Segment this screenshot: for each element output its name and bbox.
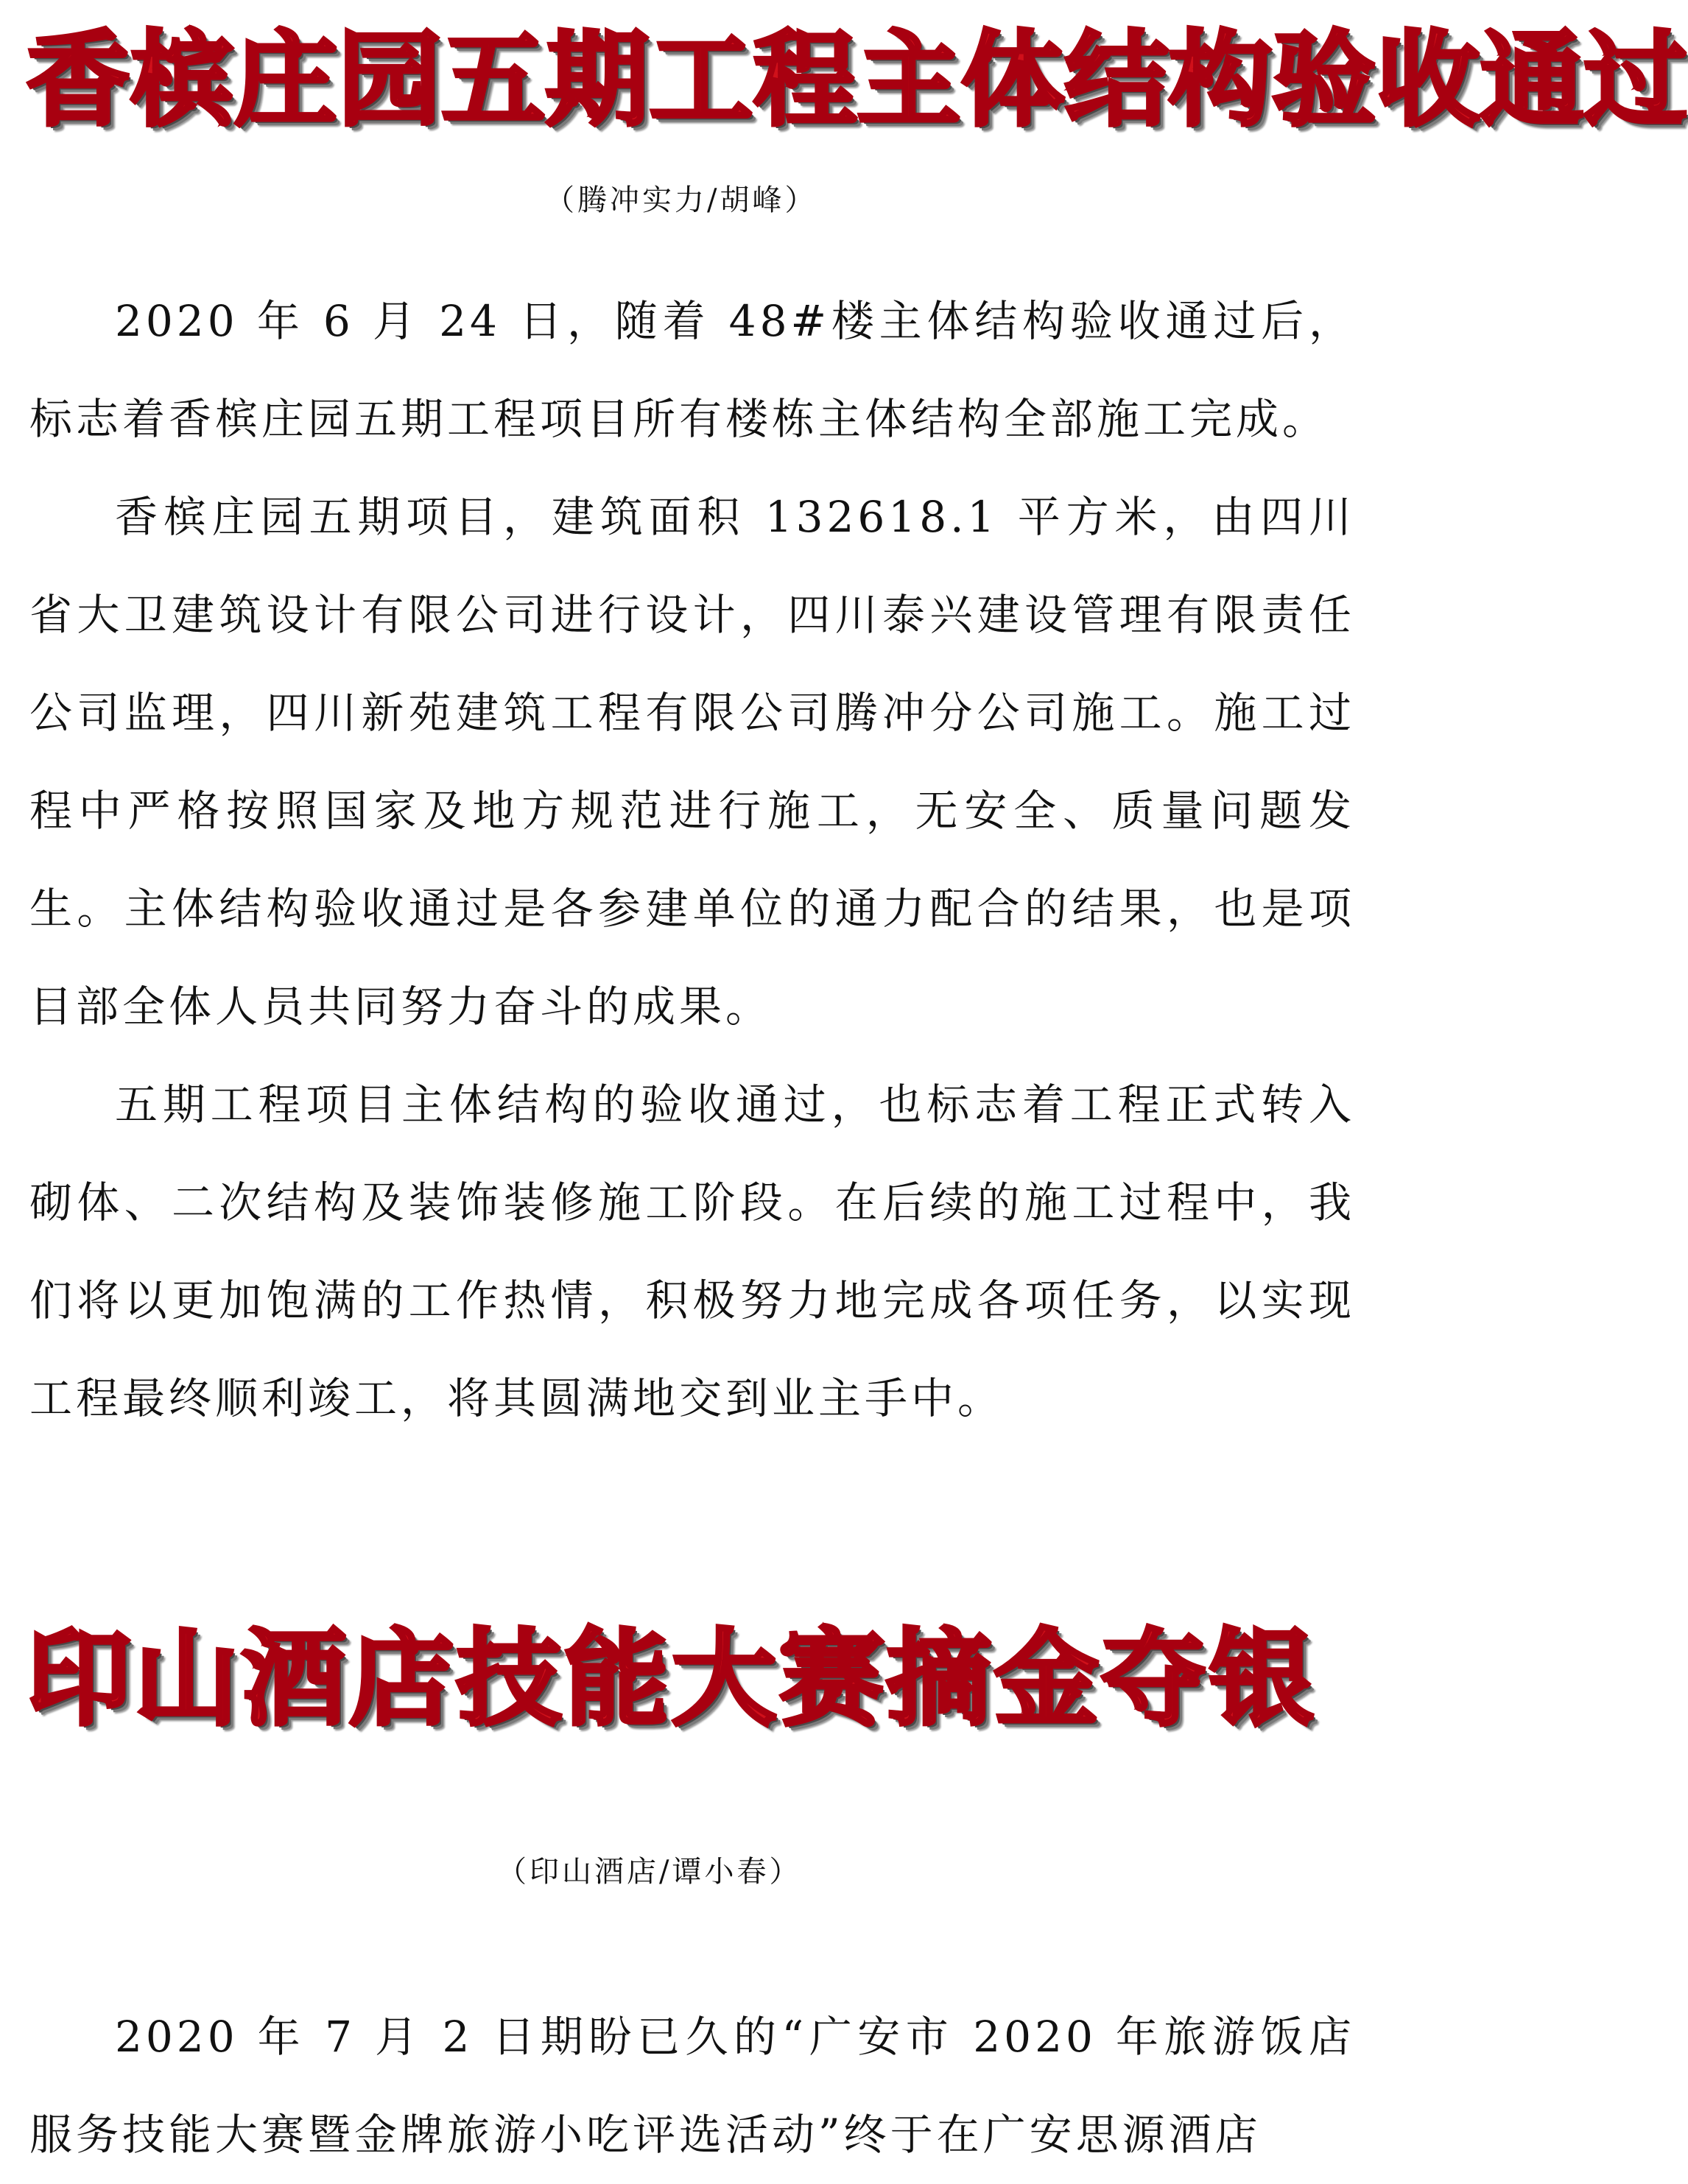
article-paragraph: 五期工程项目主体结构的验收通过，也标志着工程正式转入砌体、二次结构及装饰装修施工阶段。在后续的施工过程中，我们将以更加饱满的工作热情，积极努力地完成各项任务，以实现工程最终顺利竣工，将其圆满地交到业主手中。 (29, 1079, 1355, 1423)
article-headline: 香槟庄园五期工程主体结构验收通过 (27, 21, 1688, 141)
article-paragraph: 2020 年 6 月 24 日，随着 48#楼主体结构验收通过后，标志着香槟庄园五期工程项目所有楼栋主体结构全部施工完成。 (29, 296, 1355, 444)
article-2 (0, 1618, 1414, 2160)
article-byline: （腾冲实力/胡峰） (545, 183, 817, 217)
article-body (29, 272, 1355, 1448)
article-headline: 印山酒店技能大赛摘金夺银 (27, 1618, 1317, 1740)
article-byline: （印山酒店/谭小春） (497, 1855, 802, 1889)
article-paragraph: 香槟庄园五期项目，建筑面积 132618.1 平方米，由四川省大卫建筑设计有限公司进行设计，四川泰兴建设管理有限责任公司监理，四川新苑建筑工程有限公司腾冲分公司施工。施工过程中严格按照国家及地方规范进行施工，无安全、质量问题发生。主体结构验收通过是各参建单位的通力配合的结果，也是项目部全体人员共同努力奋斗的成果。 (29, 492, 1355, 1032)
article-body (29, 1988, 1355, 2184)
article-paragraph: 2020 年 7 月 2 日期盼已久的“广安市 2020 年旅游饭店服务技能大赛暨金牌旅游小吃评选活动”终于在广安思源酒店 (29, 2012, 1355, 2160)
